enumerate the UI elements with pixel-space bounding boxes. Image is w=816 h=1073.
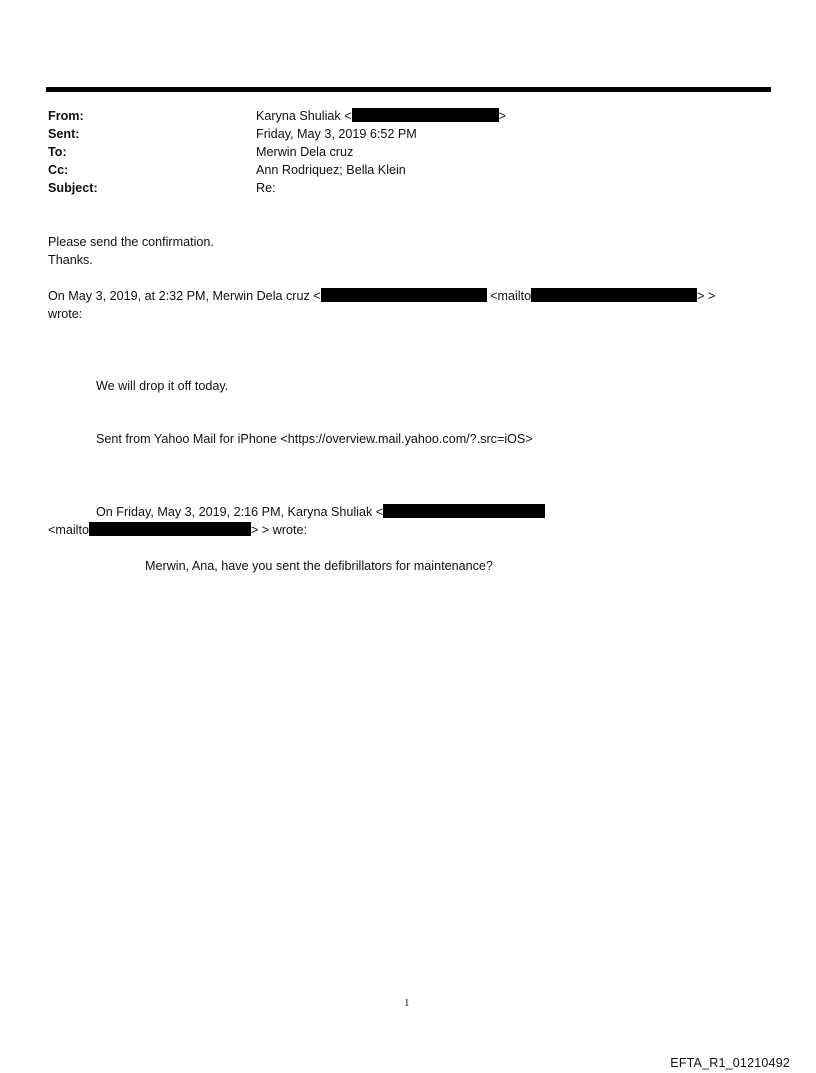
redaction-block bbox=[531, 288, 697, 302]
quote2-intro-text: On Friday, May 3, 2019, 2:16 PM, Karyna Shuliak < bbox=[96, 505, 384, 519]
quote2-mailto-line bbox=[48, 521, 307, 539]
quote2-mailto: <mailto bbox=[48, 523, 89, 537]
quote1-intro-text: On May 3, 2019, at 2:32 PM, Merwin Dela cruz < bbox=[48, 289, 321, 303]
quote2-message: Merwin, Ana, have you sent the defibrillators for maintenance? bbox=[145, 559, 493, 573]
quote1-mailto: <mailto bbox=[490, 289, 532, 303]
quote1-wrote: wrote: bbox=[48, 307, 83, 321]
quote2-close: > > wrote: bbox=[250, 523, 307, 537]
subject-label: Subject: bbox=[48, 181, 98, 195]
page-number: 1 bbox=[404, 997, 410, 1009]
sent-label: Sent: bbox=[48, 127, 80, 141]
from-value bbox=[256, 107, 506, 125]
quote1-close: > > bbox=[697, 289, 716, 303]
to-label: To: bbox=[48, 145, 67, 159]
from-label: From: bbox=[48, 109, 84, 123]
redaction-block bbox=[352, 108, 499, 122]
from-name: Karyna Shuliak < bbox=[256, 109, 352, 123]
redaction-block bbox=[321, 288, 487, 302]
sent-value: Friday, May 3, 2019 6:52 PM bbox=[256, 127, 417, 141]
cc-value: Ann Rodriquez; Bella Klein bbox=[256, 163, 406, 177]
quote1-signature: Sent from Yahoo Mail for iPhone <https://overview.mail.yahoo.com/?.src=iOS> bbox=[96, 432, 533, 446]
subject-value: Re: bbox=[256, 181, 276, 195]
to-value: Merwin Dela cruz bbox=[256, 145, 354, 159]
quote2-intro bbox=[96, 503, 545, 521]
from-close: > bbox=[498, 109, 506, 123]
redaction-block bbox=[383, 504, 545, 518]
body-line-2: Thanks. bbox=[48, 253, 93, 267]
header-rule bbox=[46, 87, 771, 92]
cc-label: Cc: bbox=[48, 163, 69, 177]
body-line-1: Please send the confirmation. bbox=[48, 235, 214, 249]
redaction-block bbox=[89, 522, 251, 536]
quote1-message: We will drop it off today. bbox=[96, 379, 229, 393]
document-id: EFTA_R1_01210492 bbox=[670, 1056, 790, 1070]
quote1-intro bbox=[48, 287, 715, 305]
